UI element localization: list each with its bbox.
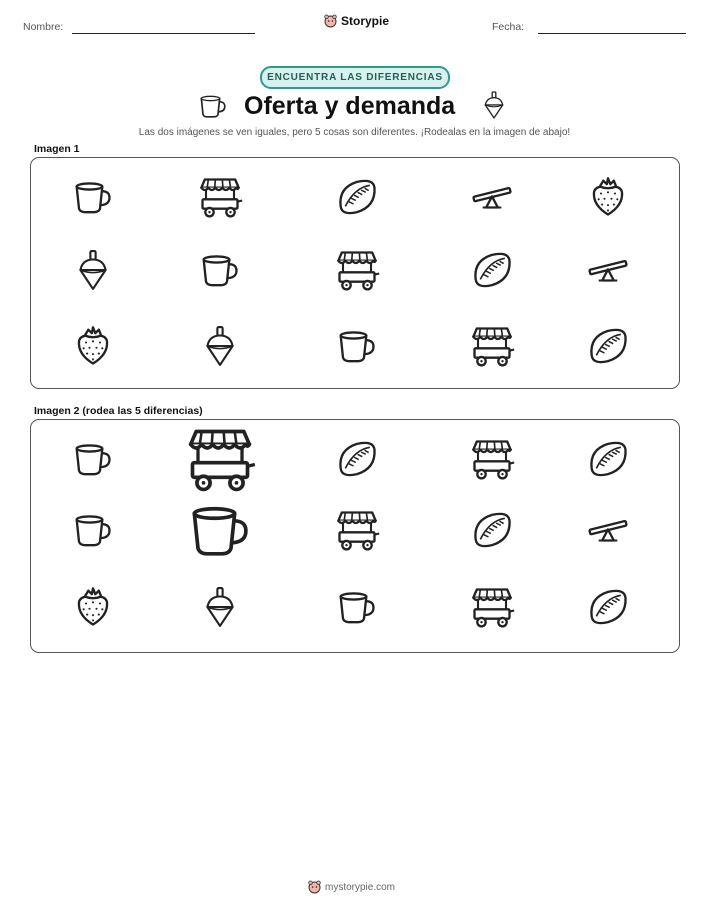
rugby-ball-icon xyxy=(471,249,513,291)
market-cart-icon[interactable] xyxy=(336,509,378,551)
spinning-top-icon xyxy=(481,90,507,120)
name-field[interactable] xyxy=(72,33,255,34)
badge: ENCUENTRA LAS DIFERENCIAS xyxy=(260,66,450,89)
rugby-ball-icon xyxy=(336,176,378,218)
rugby-ball-icon[interactable] xyxy=(336,438,378,480)
date-field[interactable] xyxy=(538,33,686,34)
cup-icon[interactable] xyxy=(72,438,114,480)
cup-icon[interactable] xyxy=(187,497,253,563)
market-cart-icon[interactable] xyxy=(471,438,513,480)
spinning-top-icon xyxy=(72,249,114,291)
name-label: Nombre: xyxy=(23,21,64,33)
seesaw-icon xyxy=(471,176,513,218)
market-cart-icon xyxy=(471,325,513,367)
cup-icon xyxy=(198,91,228,121)
rugby-ball-icon[interactable] xyxy=(587,586,629,628)
cup-icon xyxy=(72,176,114,218)
market-cart-icon xyxy=(336,249,378,291)
spinning-top-icon[interactable] xyxy=(199,586,241,628)
seesaw-icon xyxy=(587,249,629,291)
image2-label: Imagen 2 (rodea las 5 diferencias) xyxy=(34,405,203,417)
instructions: Las dos imágenes se ven iguales, pero 5 cosas son diferentes. ¡Rodealas en la imagen de abajo! xyxy=(138,127,571,138)
date-label: Fecha: xyxy=(492,21,525,33)
market-cart-icon[interactable] xyxy=(187,426,253,492)
cup-icon[interactable] xyxy=(72,509,114,551)
rugby-ball-icon[interactable] xyxy=(471,509,513,551)
rugby-ball-icon[interactable] xyxy=(587,438,629,480)
brand-logo xyxy=(324,14,389,28)
storypie-mascot-icon xyxy=(308,880,321,894)
page-title: Oferta y demanda xyxy=(244,92,456,120)
market-cart-icon[interactable] xyxy=(471,586,513,628)
spinning-top-icon xyxy=(199,325,241,367)
footer xyxy=(308,880,395,894)
market-cart-icon xyxy=(199,176,241,218)
strawberry-icon xyxy=(587,176,629,218)
brand-name: Storypie xyxy=(341,14,390,28)
strawberry-icon[interactable] xyxy=(72,586,114,628)
storypie-mascot-icon xyxy=(324,14,337,28)
cup-icon xyxy=(199,249,241,291)
strawberry-icon xyxy=(72,325,114,367)
rugby-ball-icon xyxy=(587,325,629,367)
footer-url: mystorypie.com xyxy=(325,881,396,893)
image1-label: Imagen 1 xyxy=(34,143,80,155)
cup-icon xyxy=(336,325,378,367)
cup-icon[interactable] xyxy=(336,586,378,628)
seesaw-icon[interactable] xyxy=(587,509,629,551)
